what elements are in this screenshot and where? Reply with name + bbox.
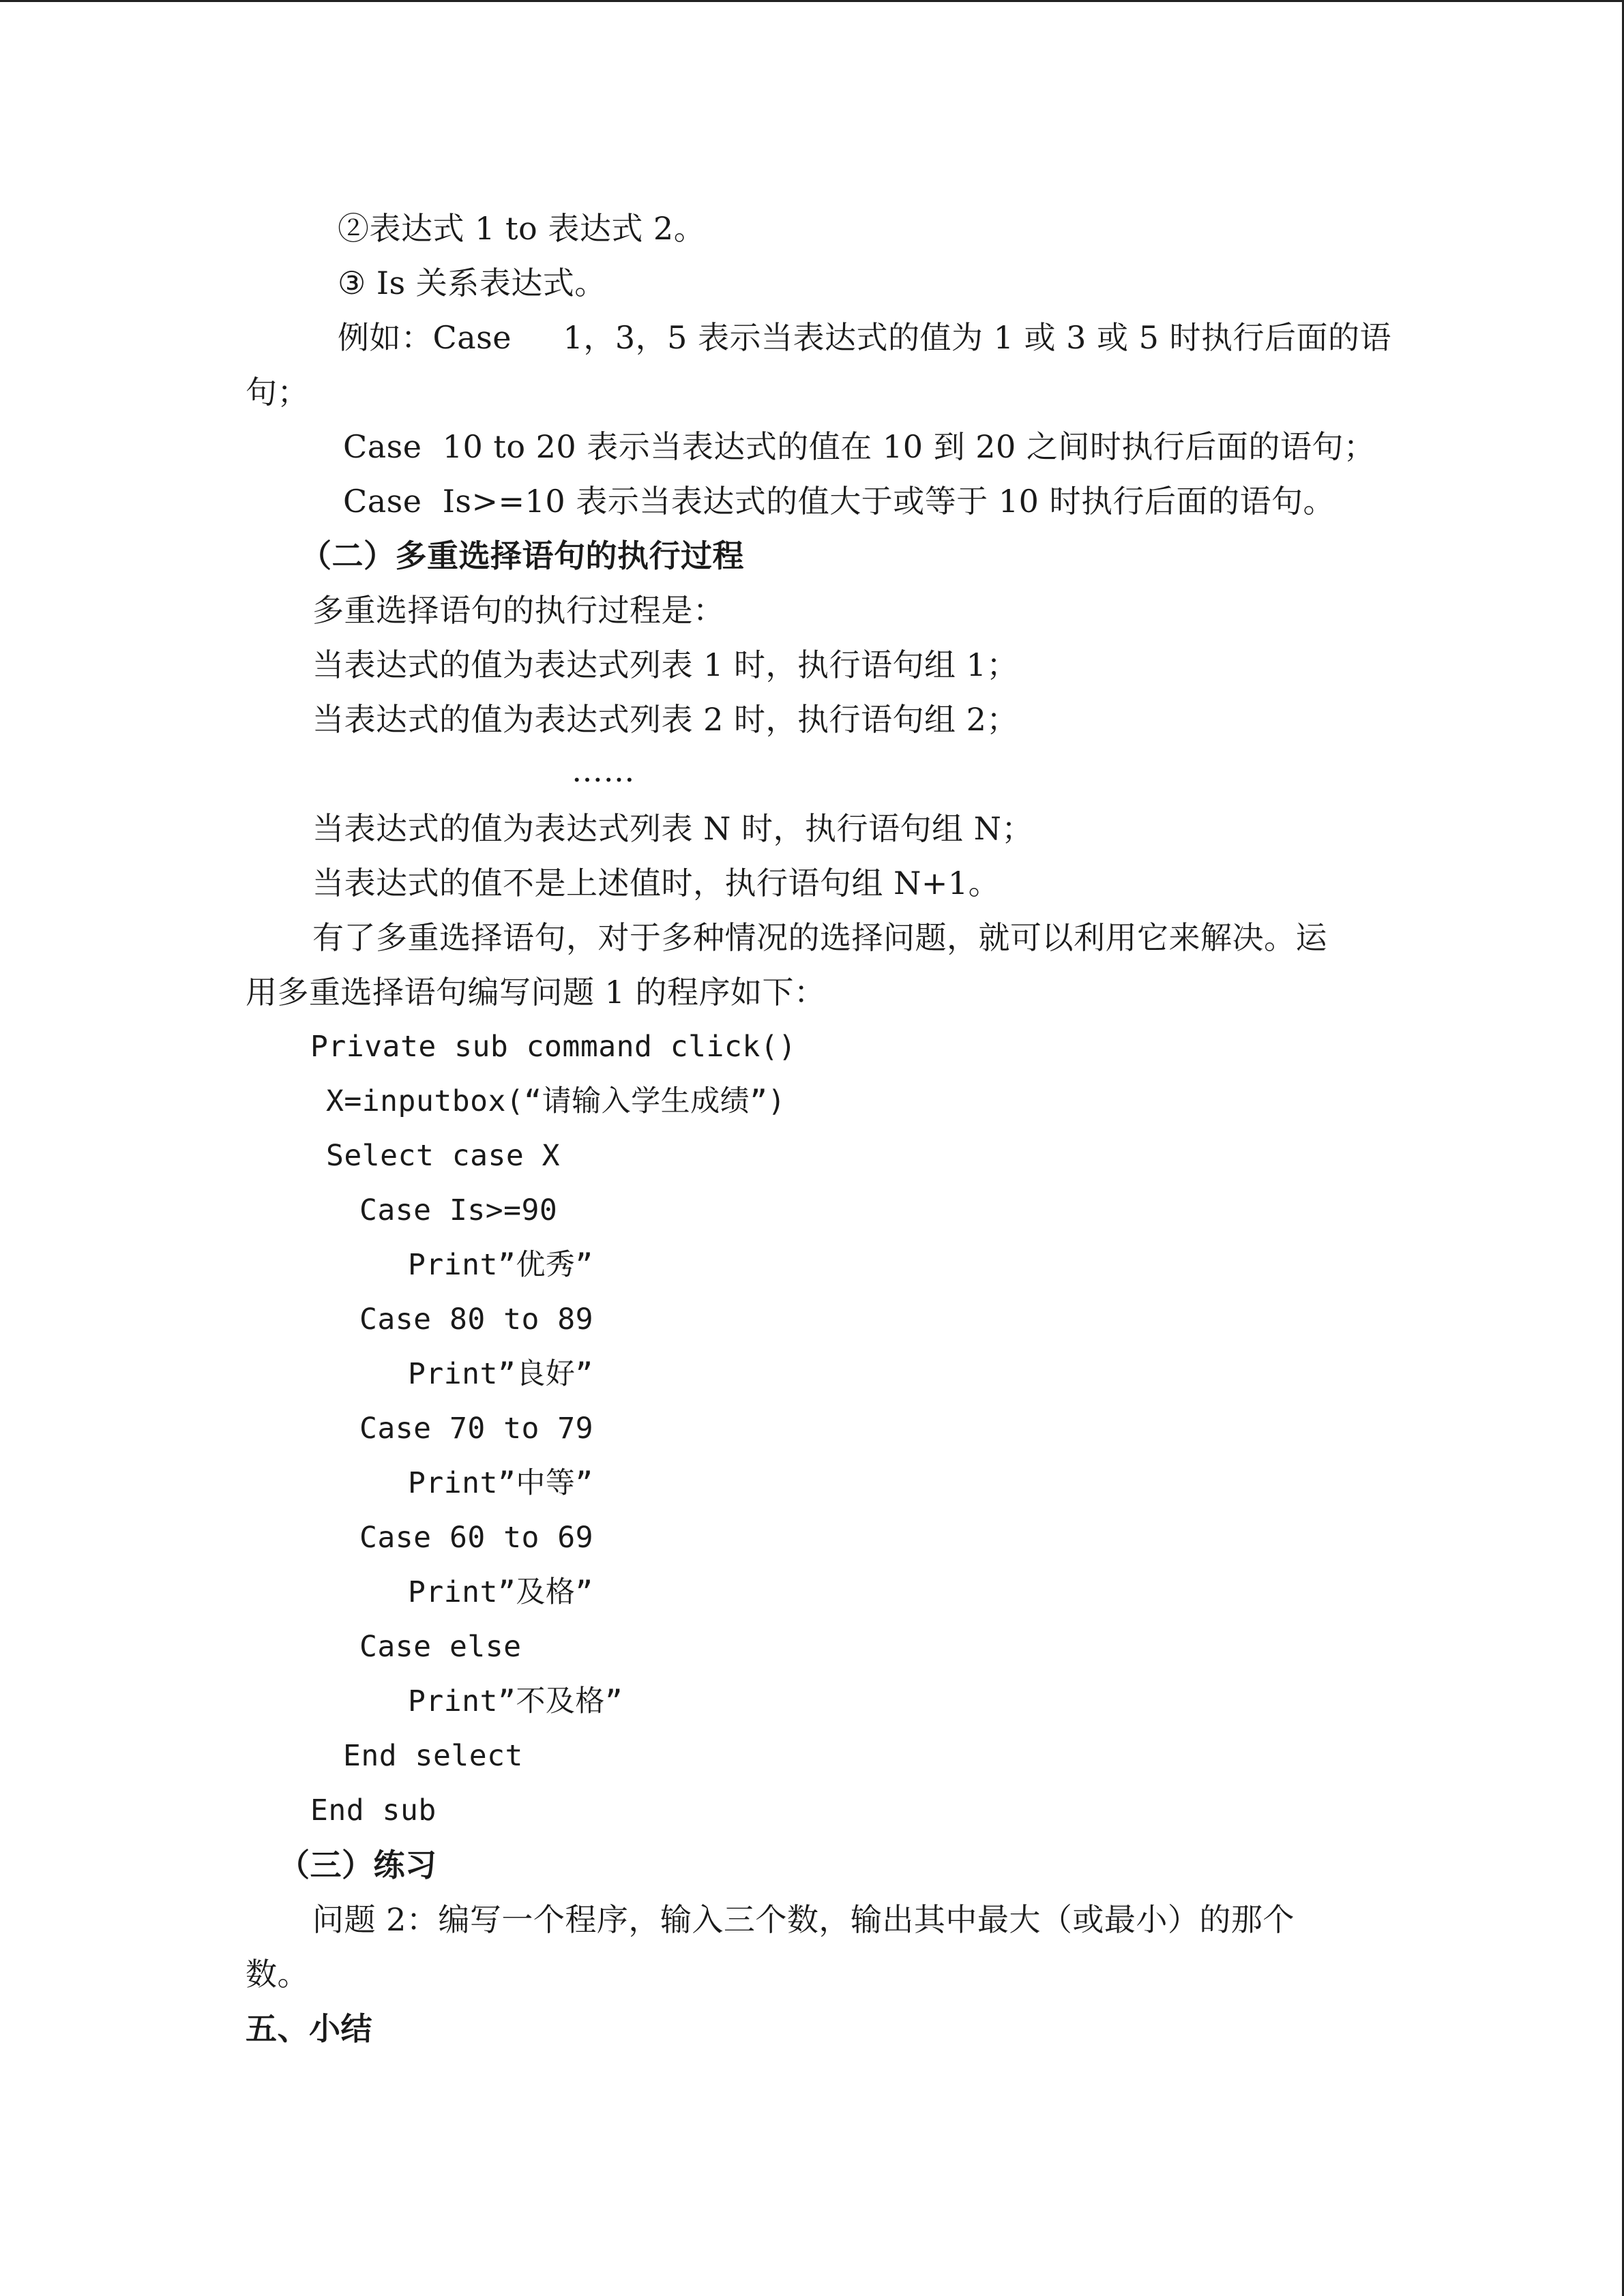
code-line-print-3: Print”中等” xyxy=(408,1466,593,1500)
code-line-sub: Private sub command click() xyxy=(310,1030,797,1064)
section-2-rule-n: 当表达式的值为表达式列表 N 时，执行语句组 N； xyxy=(312,810,1033,847)
section-2-intro: 多重选择语句的执行过程是： xyxy=(312,592,725,629)
section-2-ellipsis: …… xyxy=(572,752,635,789)
code-line-print-5: Print”不及格” xyxy=(408,1684,623,1718)
code-line-end-sub: End sub xyxy=(310,1793,437,1828)
section-2-paragraph-cont: 用多重选择语句编写问题 1 的程序如下： xyxy=(246,974,826,1011)
code-line-inputbox: X=inputbox(“请输入学生成绩”) xyxy=(326,1084,786,1118)
section-3-heading: （三）练习 xyxy=(278,1847,437,1883)
example-line-1: 例如：Case 1，3，5 表示当表达式的值为 1 或 3 或 5 时执行后面的语 xyxy=(338,319,1392,356)
section-5-heading: 五、小结 xyxy=(246,2010,372,2047)
code-line-case-60: Case 60 to 69 xyxy=(359,1521,594,1555)
section-2-rule-else: 当表达式的值不是上述值时，执行语句组 N+1。 xyxy=(312,865,1001,901)
code-line-select: Select case X xyxy=(326,1139,561,1173)
code-line-case-70: Case 70 to 79 xyxy=(359,1412,594,1446)
list-item-3: ③ Is 关系表达式。 xyxy=(338,265,606,301)
section-2-rule-2: 当表达式的值为表达式列表 2 时，执行语句组 2； xyxy=(312,701,1018,738)
example-line-2: Case 10 to 20 表示当表达式的值在 10 到 20 之间时执行后面的语句； xyxy=(343,428,1376,465)
list-item-2: ②表达式 1 to 表达式 2。 xyxy=(338,210,706,247)
section-2-heading: （二）多重选择语句的执行过程 xyxy=(300,537,744,574)
code-line-case-90: Case Is>=90 xyxy=(359,1193,558,1227)
section-2-paragraph: 有了多重选择语句，对于多种情况的选择问题，就可以利用它来解决。运 xyxy=(312,919,1327,956)
code-line-case-else: Case else xyxy=(359,1630,522,1664)
code-line-print-4: Print”及格” xyxy=(408,1575,593,1609)
code-line-print-1: Print”优秀” xyxy=(408,1248,593,1282)
code-line-case-80: Case 80 to 89 xyxy=(359,1302,594,1337)
code-line-print-2: Print”良好” xyxy=(408,1357,593,1391)
section-3-question-cont: 数。 xyxy=(246,1956,309,1993)
example-line-1-cont: 句； xyxy=(246,374,309,411)
section-2-rule-1: 当表达式的值为表达式列表 1 时，执行语句组 1； xyxy=(312,646,1018,683)
section-3-question: 问题 2：编写一个程序，输入三个数，输出其中最大（或最小）的那个 xyxy=(312,1901,1295,1938)
example-line-3: Case Is>=10 表示当表达式的值大于或等于 10 时执行后面的语句。 xyxy=(343,483,1335,520)
code-line-end-select: End select xyxy=(343,1739,523,1773)
